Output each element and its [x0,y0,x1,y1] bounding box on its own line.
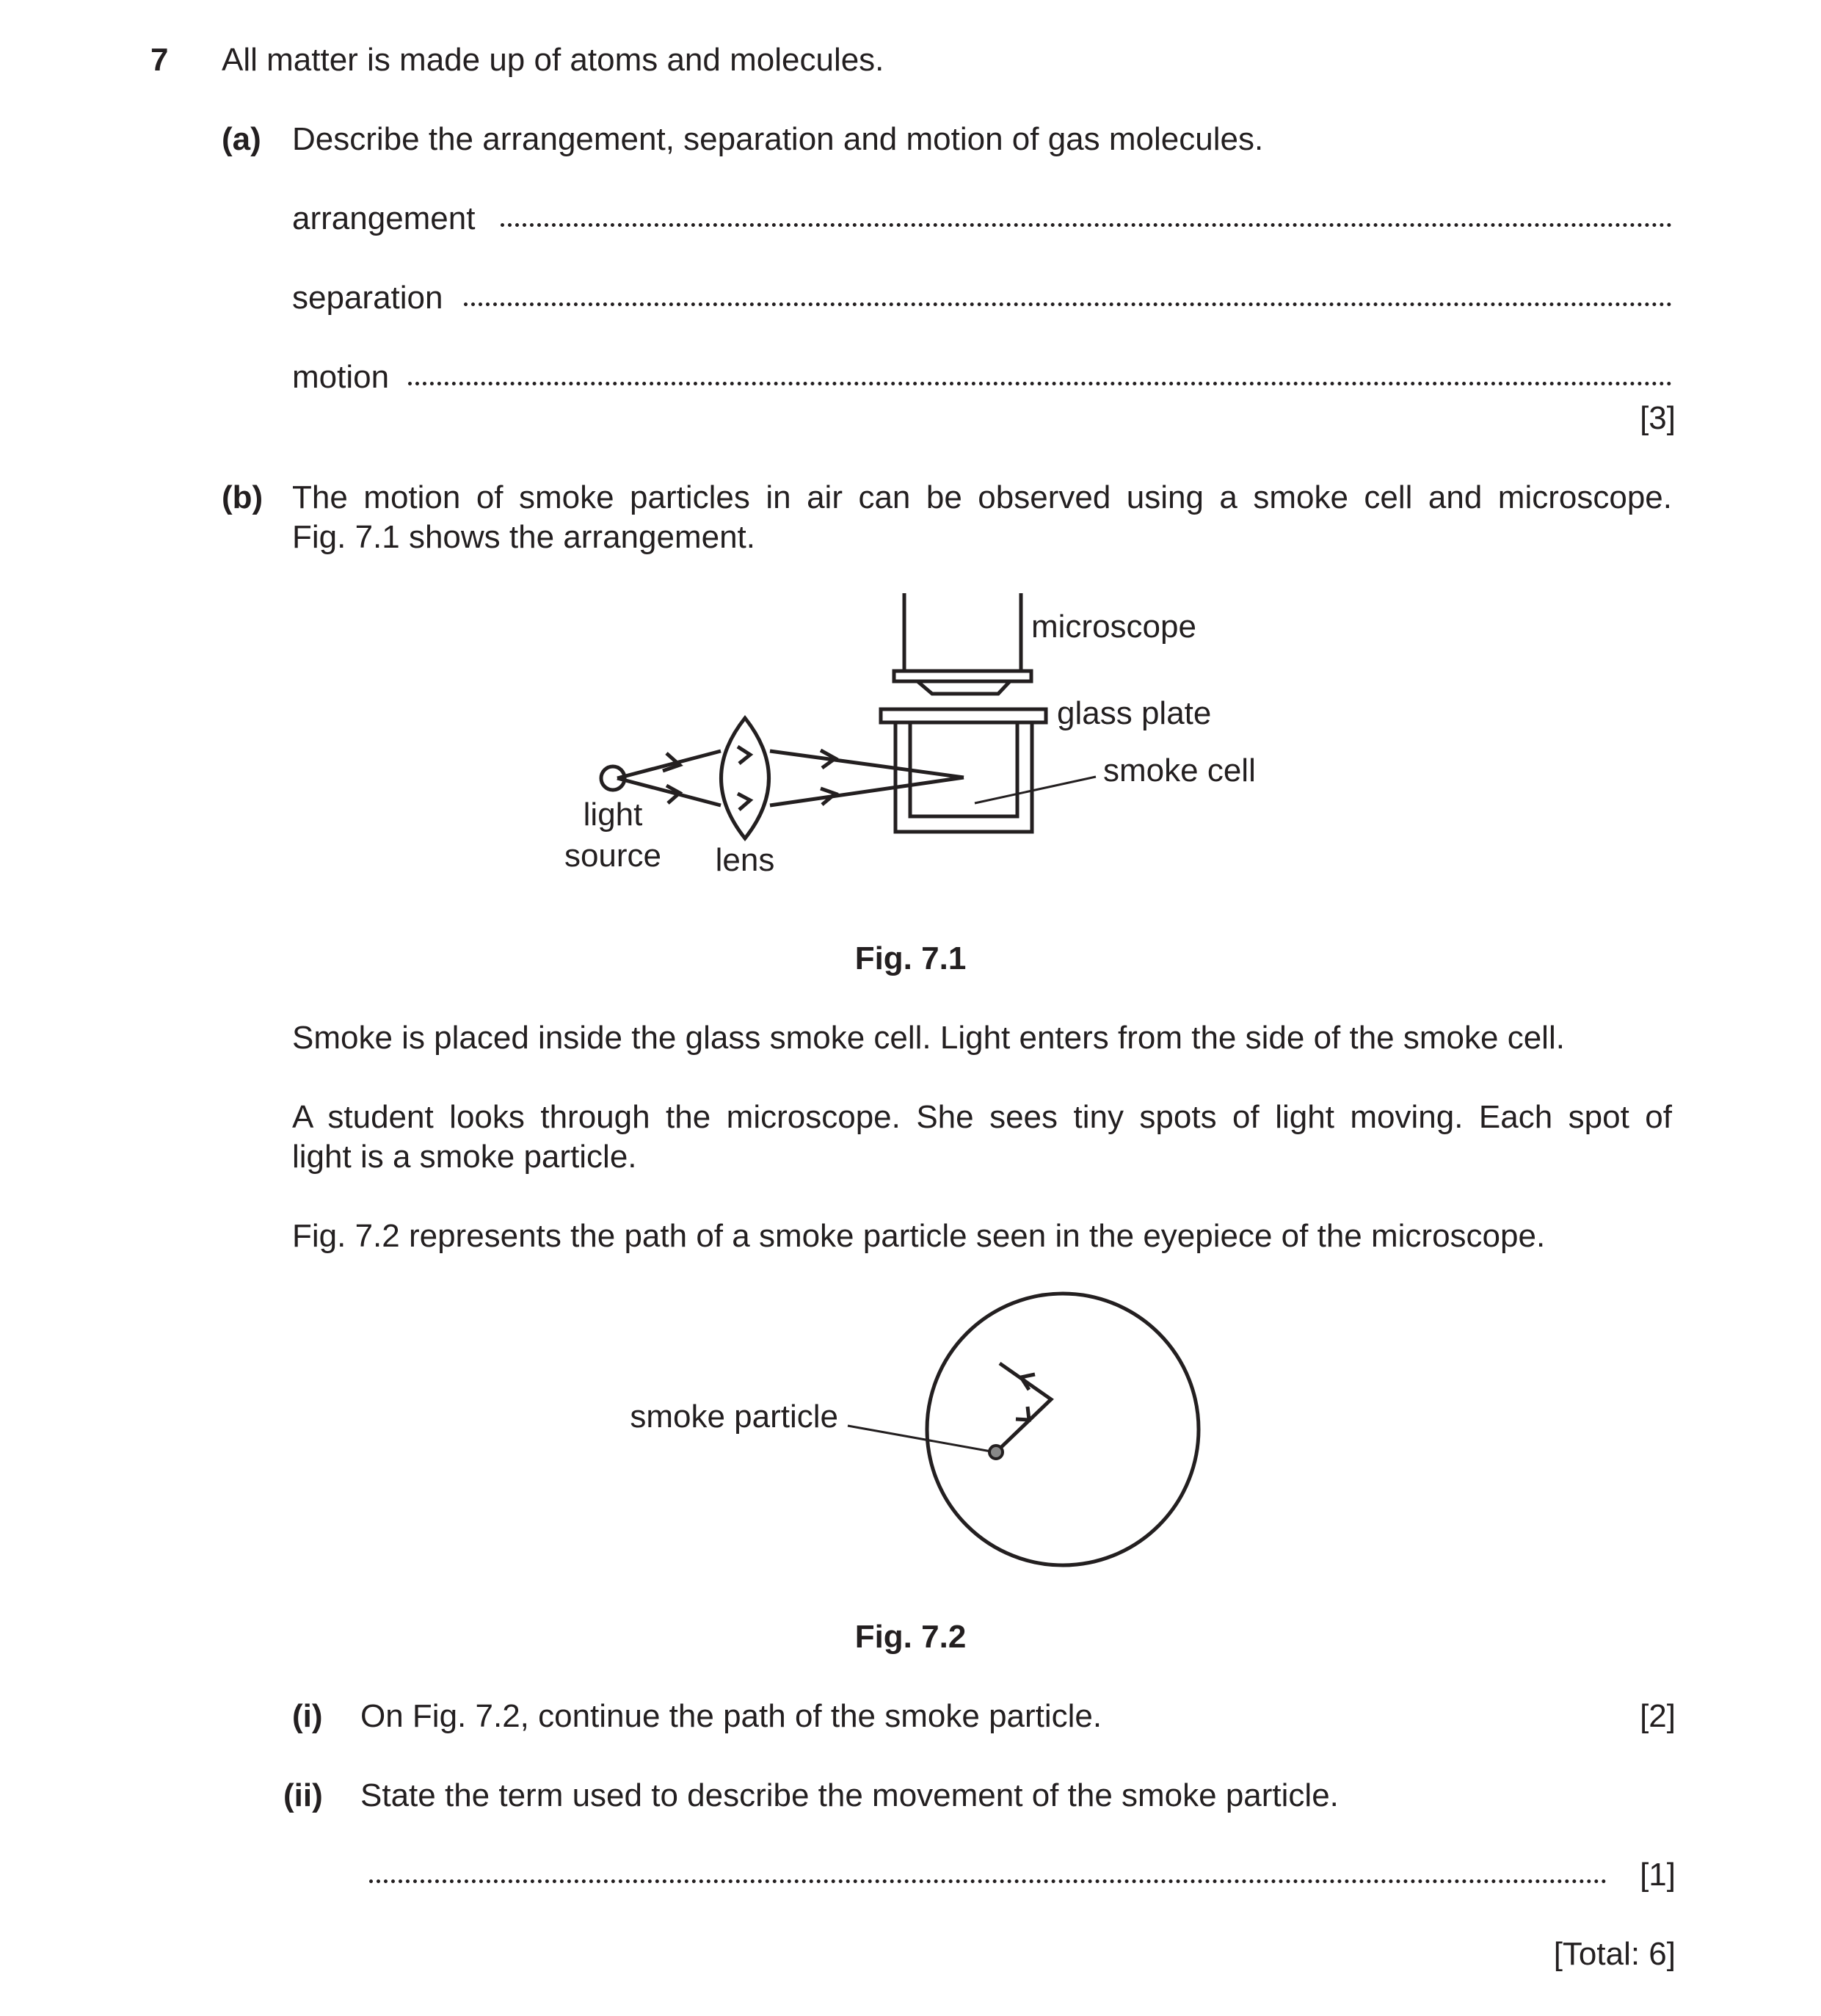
smoke-cell-label: smoke cell [1103,753,1256,788]
sub-ii-label: (ii) [283,1777,323,1813]
glass-plate [881,709,1046,722]
motion-label: motion [292,359,390,395]
paragraph-student-line2: light is a smoke particle. [292,1139,637,1175]
lens-icon [722,718,769,838]
sub-ii-answer-line[interactable] [369,1879,1607,1883]
paragraph-smoke-cell: Smoke is placed inside the glass smoke cell. Light enters from the side of the smoke cell. [292,1020,1565,1056]
fig-7-2-caption: Fig. 7.2 [854,1619,967,1655]
part-b-intro-line1: The motion of smoke particles in air can be observed using a smoke cell and microscope. [292,479,1672,515]
eyepiece-view-circle [927,1294,1199,1565]
sub-ii-text: State the term used to describe the movement of the smoke particle. [360,1777,1339,1813]
smoke-particle-dot [989,1446,1003,1459]
sub-i-marks: [2] [1640,1698,1676,1734]
part-a-label: (a) [222,121,261,157]
smoke-cell-inner [910,722,1017,816]
source-label: source [564,838,662,874]
microscope-objective [917,681,1010,694]
light-label: light [583,797,643,833]
separation-label: separation [292,280,443,316]
part-b-label: (b) [222,479,263,515]
part-b-intro-line2: Fig. 7.1 shows the arrangement. [292,519,755,555]
part-a-prompt: Describe the arrangement, separation and motion of gas molecules. [292,121,1264,157]
total-marks: [Total: 6] [1553,1936,1676,1972]
arrangement-label: arrangement [292,200,476,236]
paragraph-fig-7-2: Fig. 7.2 represents the path of a smoke particle seen in the eyepiece of the microscope. [292,1218,1546,1254]
fig-7-2-diagram[interactable] [0,1277,1821,1586]
question-number: 7 [150,42,169,78]
smoke-particle-label: smoke particle [630,1399,838,1435]
paragraph-student-line1: A student looks through the microscope. She sees tiny spots of light moving. Each spot of [292,1099,1672,1135]
sub-ii-marks: [1] [1640,1857,1676,1893]
sub-i-text: On Fig. 7.2, continue the path of the smoke particle. [360,1698,1102,1734]
lens-label: lens [715,842,775,878]
fig-7-1-diagram [0,0,1821,918]
fig-7-1-caption: Fig. 7.1 [854,940,967,976]
glass-plate-label: glass plate [1057,695,1212,731]
part-a-marks: [3] [1640,400,1676,436]
microscope-label: microscope [1031,609,1196,645]
sub-i-label: (i) [292,1698,323,1734]
question-stem: All matter is made up of atoms and molecules. [222,42,884,78]
